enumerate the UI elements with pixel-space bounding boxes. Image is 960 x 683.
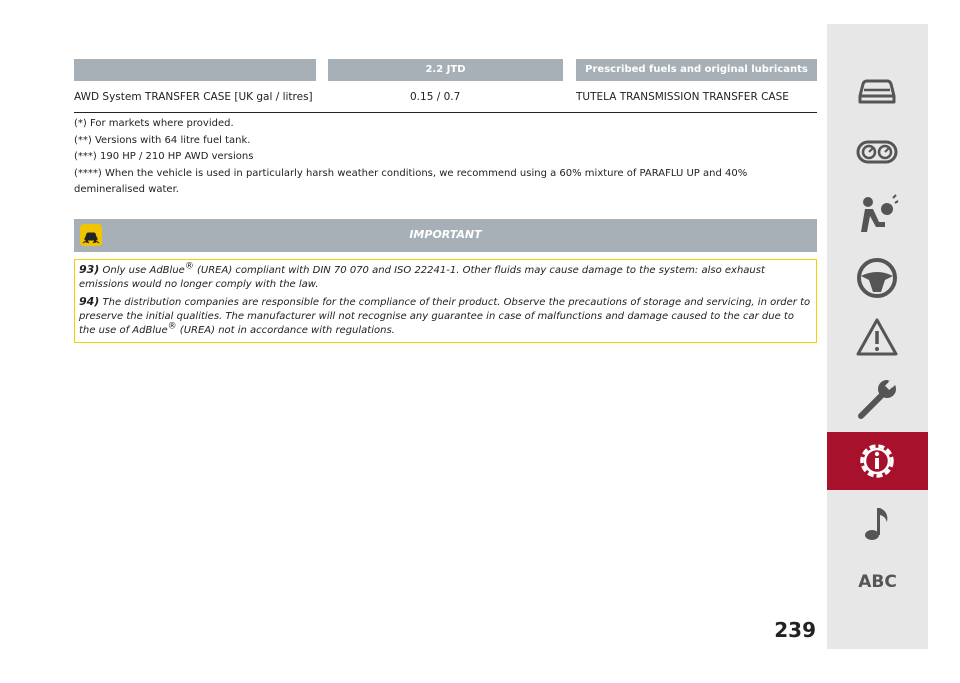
- info-gear-icon: [855, 439, 899, 483]
- wrench-icon[interactable]: [855, 376, 899, 420]
- table-row: [74, 82, 817, 113]
- row-item: AWD System TRANSFER CASE [UK gal / litres]: [74, 91, 313, 103]
- table-header-fluids: Prescribed fuels and original lubricants: [576, 59, 817, 81]
- important-note: 93) Only use AdBlue® (UREA) compliant with DIN 70 070 and ISO 22241-1. Other fluids may cause damage to the system: also exhaust emissions would no longer comply with the law.: [79, 261, 765, 290]
- important-title: IMPORTANT: [409, 228, 482, 241]
- music-note-icon[interactable]: [855, 502, 899, 546]
- chapter-sidebar: [827, 24, 928, 649]
- page-number: 239: [774, 618, 816, 642]
- footnotes: [74, 116, 819, 199]
- airbag-icon[interactable]: [855, 192, 899, 236]
- dashboard-icon[interactable]: [855, 130, 899, 174]
- active-chapter-tab[interactable]: [827, 432, 928, 490]
- footnote: (*) For markets where provided.: [74, 118, 234, 129]
- important-notes: [74, 259, 817, 343]
- table-header-engine: 2.2 JTD: [328, 59, 563, 81]
- important-note: 94) The distribution companies are responsible for the compliance of their product. Observe the precautions of storage and servicing, in order to preserve the initial qualities. The manufacturer will not recognise any guarantee in case of malfunctions and damage caused to the car due to the use of AdBlue® (UREA) not in accordance with regulations.: [79, 295, 811, 336]
- row-fluid: TUTELA TRANSMISSION TRANSFER CASE: [576, 91, 789, 103]
- footnote: (***) 190 HP / 210 HP AWD versions: [74, 151, 254, 162]
- steering-wheel-icon[interactable]: [855, 256, 899, 300]
- important-header: [74, 219, 817, 252]
- table-header-blank: [74, 59, 316, 81]
- footnote: (**) Versions with 64 litre fuel tank.: [74, 134, 251, 146]
- warning-triangle-icon[interactable]: [855, 316, 899, 360]
- row-quantity: 0.15 / 0.7: [410, 91, 461, 103]
- footnote: (****) When the vehicle is used in particularly harsh weather conditions, we recommend using a 60% mixture of PARAFLU UP and 40% demineralised water.: [74, 167, 748, 195]
- abc-index-tab[interactable]: ABC: [858, 572, 897, 592]
- car-icon[interactable]: [855, 68, 899, 112]
